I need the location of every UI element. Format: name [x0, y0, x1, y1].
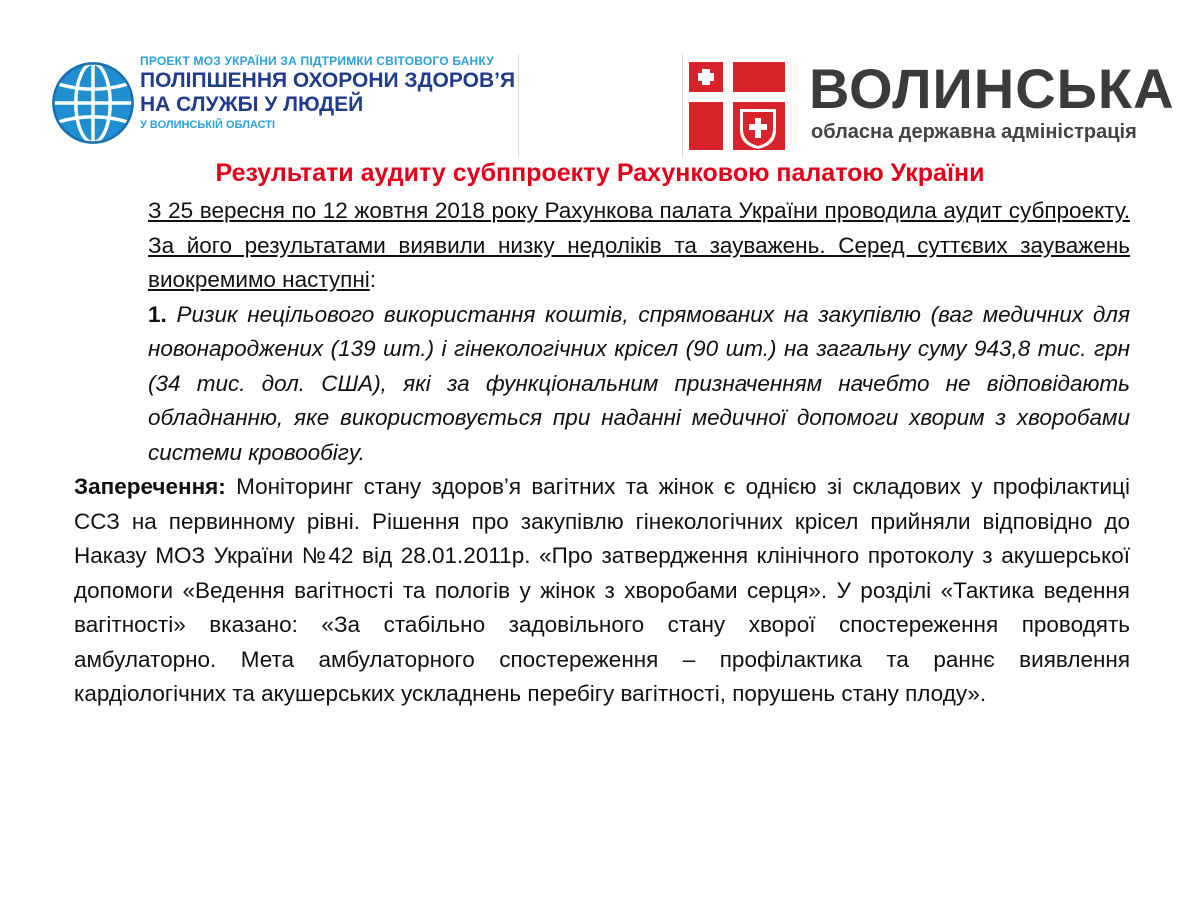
- page-title: Результати аудиту субппроекту Рахунковою палатою України: [215, 159, 985, 187]
- logo-project-region: У ВОЛИНСЬКІЙ ОБЛАСТІ: [140, 119, 276, 131]
- logo-project-title-line1: ПОЛІПШЕННЯ ОХОРОНИ ЗДОРОВ’Я: [140, 69, 516, 92]
- intro-paragraph: [74, 194, 1130, 298]
- objection-label: Заперечення:: [74, 474, 226, 499]
- globe-icon: [50, 60, 136, 146]
- logo-project-line: ПРОЕКТ МОЗ УКРАЇНИ ЗА ПІДТРИМКИ СВІТОВОГО БАНКУ: [140, 54, 494, 68]
- item-1-paragraph: [74, 298, 1130, 471]
- volyn-administration-logo: [682, 54, 1175, 158]
- item-1-text: Ризик нецільового використання коштів, спрямованих на закупівлю (ваг медичних для новонароджених (139 шт.) і гінекологічних крісел (90 шт.) на загальну суму 943,8 тис. грн (34 тис. дол. США), які за функціональним призначенням начебто не відповідають обладнанню, яке використовується при наданні медичної допомоги хворим з хворобами системи кровообігу.: [148, 301, 1130, 465]
- document-body: [74, 194, 1130, 712]
- volyn-flag-icon: [689, 62, 785, 150]
- item-1-number: 1.: [148, 301, 167, 327]
- objection-text: Моніторинг стану здоров’я вагітних та жінок є однією зі складових у профілактиці ССЗ на первинному рівні. Рішення про закупівлю гінекологічних крісел прийняли відповідно до Наказу МОЗ України №42 від 28.01.2011р. «Про затвердження клінічного протоколу з акушерської допомоги «Ведення вагітності та пологів у жінок з хворобами серця». У розділі «Тактика ведення вагітності» вказано: «За стабільно задовільного стану хворої спостереження проводять амбулаторно. Мета амбулаторного спостереження – профілактика та раннє виявлення кардіологічних та акушерських ускладнень перебігу вагітності, порушень стану плоду».: [74, 474, 1130, 706]
- logo-region-subtitle: обласна державна адміністрація: [811, 121, 1137, 143]
- intro-colon: :: [369, 267, 377, 292]
- objection-paragraph: [74, 470, 1130, 712]
- world-bank-logo-text: [140, 54, 515, 133]
- world-bank-project-logo: [48, 54, 519, 158]
- intro-text: З 25 вересня по 12 жовтня 2018 року Рахункова палата України проводила аудит субпроекту. За його результатами виявили низку недоліків та зауважень. Серед суттєвих зауважень виокремимо наступні: [148, 198, 1130, 292]
- logo-project-title-line2: НА СЛУЖБІ У ЛЮДЕЙ: [140, 93, 364, 116]
- logo-region-name: ВОЛИНСЬКА: [809, 57, 1175, 120]
